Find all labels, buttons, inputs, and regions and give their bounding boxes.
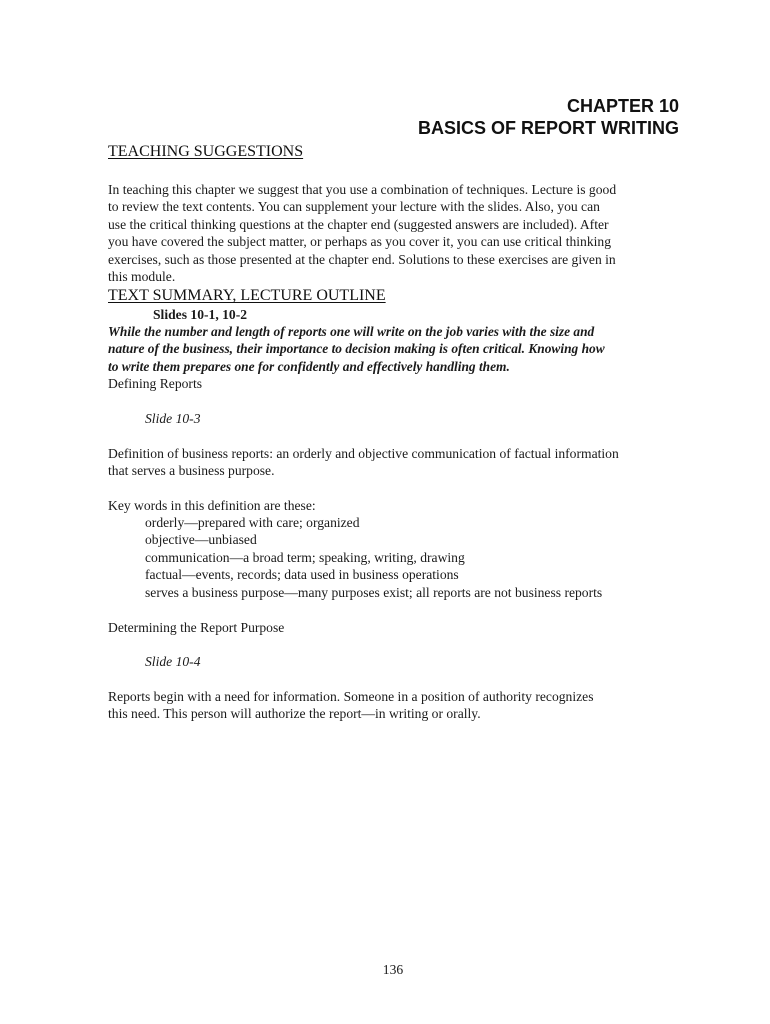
definition-line: Definition of business reports: an orderly and objective communication of factual information xyxy=(108,446,619,461)
intro-line: While the number and length of reports one will write on the job varies with the size and xyxy=(108,324,595,339)
definition-paragraph xyxy=(108,445,680,480)
intro-line: to write them prepares one for confidently and effectively handling them. xyxy=(108,358,510,374)
chapter-number: CHAPTER 10 xyxy=(566,96,679,116)
chapter-intro-paragraph xyxy=(108,323,680,375)
list-item: orderly—prepared with care; organized xyxy=(145,515,360,530)
teaching-suggestions-paragraph xyxy=(108,181,680,285)
slide-reference-10-3: Slide 10-3 xyxy=(145,411,201,426)
text-summary-heading: TEXT SUMMARY, LECTURE OUTLINE xyxy=(108,287,386,304)
defining-reports-heading: Defining Reports xyxy=(108,376,203,391)
definition-line: that serves a business purpose. xyxy=(108,463,275,479)
page-number: 136 xyxy=(382,962,404,977)
paragraph-line: use the critical thinking questions at the chapter end (suggested answers are included). After xyxy=(108,216,609,232)
key-words-intro: Key words in this definition are these: xyxy=(108,498,316,513)
list-item: communication—a broad term; speaking, writing, drawing xyxy=(145,549,465,565)
purpose-paragraph xyxy=(108,688,680,723)
list-item: factual—events, records; data used in business operations xyxy=(145,567,459,583)
determining-purpose-heading: Determining the Report Purpose xyxy=(108,620,285,635)
chapter-title: BASICS OF REPORT WRITING xyxy=(418,118,679,138)
chapter-heading xyxy=(418,95,679,139)
paragraph-line: you have covered the subject matter, or perhaps as you cover it, you can use critical thinking xyxy=(108,234,612,250)
paragraph-line: this module. xyxy=(108,269,176,285)
list-item: serves a business purpose—many purposes exist; all reports are not business reports xyxy=(145,584,603,600)
paragraph-line: exercises, such as those presented at the chapter end. Solutions to these exercises are given in xyxy=(108,251,616,267)
teaching-suggestions-heading: TEACHING SUGGESTIONS xyxy=(108,143,304,160)
slides-label: Slides 10-1, 10-2 xyxy=(153,307,248,322)
key-words-list xyxy=(145,514,602,601)
paragraph-line: to review the text contents. You can supplement your lecture with the slides. Also, you can xyxy=(108,199,600,215)
paragraph-line: In teaching this chapter we suggest that you use a combination of techniques. Lecture is good xyxy=(108,182,617,197)
list-item: objective—unbiased xyxy=(145,532,257,548)
purpose-line: Reports begin with a need for information. Someone in a position of authority recognizes xyxy=(108,689,594,704)
intro-line: nature of the business, their importance to decision making is often critical. Knowing how xyxy=(108,341,605,357)
purpose-line: this need. This person will authorize the report—in writing or orally. xyxy=(108,706,481,722)
slide-reference-10-4: Slide 10-4 xyxy=(145,654,201,669)
